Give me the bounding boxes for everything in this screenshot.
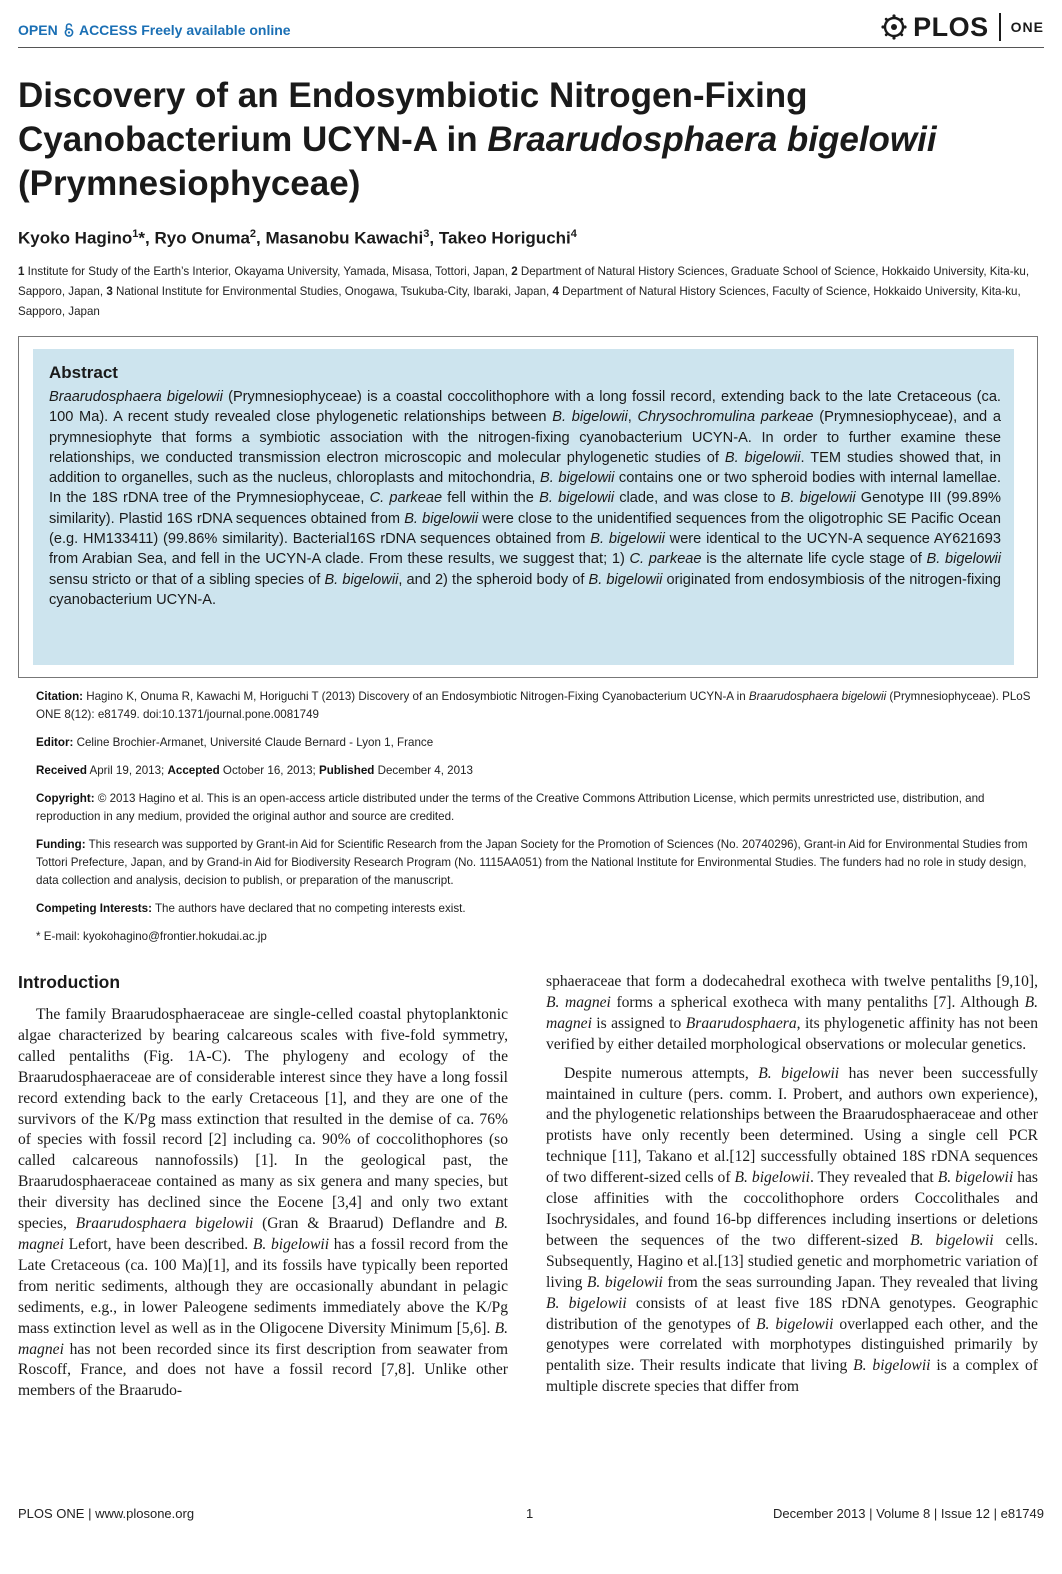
plos-logo-icon (881, 14, 907, 40)
citation-run: Hagino K, Onuma R, Kawachi M, Horiguchi T (2013) Discovery of an Endosymbiotic Nitrogen-Fixing Cyanobacterium UCYN-A in (83, 690, 749, 703)
abstract-run: . TEM studies showed that, in addition to organelles, such as the nucleus, chloroplasts and mitochondria, (49, 449, 1001, 487)
author-affiliation-mark: 1 (132, 228, 139, 240)
intro-italic-run: B. bigelowii (734, 1169, 810, 1187)
copyright: Copyright: © 2013 Hagino et al. This is an open-access article distributed under the terms of the Creative Commons Attribution License, which permits unrestricted use, distribution, and reproduction in any medium, provided the original author and source are credited. (36, 792, 985, 823)
abstract-italic-run: B. bigelowii (588, 571, 663, 588)
author-affiliation-mark: 3 (423, 228, 430, 240)
abstract-italic-run: B. bigelowii (724, 449, 801, 466)
abstract-run: fell within the (442, 490, 540, 507)
abstract-heading: Abstract (49, 363, 118, 382)
article-title (18, 74, 1038, 206)
abstract-run: , and 2) the spheroid body of (398, 571, 589, 588)
affiliation-number: 2 (511, 265, 521, 278)
intro-italic-run: B. magnei (546, 993, 1038, 1032)
abstract-run: Genotype III (99.89% similarity). Plastid 16S rDNA sequences obtained from (49, 490, 1001, 527)
intro-run: (Gran & Braarud) Deflandre and (253, 1215, 495, 1233)
author-name: Masanobu Kawachi (265, 228, 424, 248)
author-affiliation-mark: 2 (249, 228, 257, 240)
abstract-italic-run: B. bigelowii (324, 571, 399, 588)
editor: Editor: Celine Brochier-Armanet, Université Claude Bernard - Lyon 1, France (36, 736, 434, 749)
abstract-run: clade, and was close to (614, 490, 781, 507)
open-access-banner (18, 22, 291, 38)
intro-italic-run: B. bigelowii (546, 1294, 627, 1312)
intro-italic-run: B. magnei (546, 993, 611, 1011)
corresponding-email[interactable]: * E-mail: kyokohagino@frontier.hokudai.ac.jp (36, 930, 267, 943)
plos-logo-suffix: ONE (1010, 19, 1044, 35)
intro-italic-run: B. bigelowii (853, 1357, 931, 1375)
intro-run: forms a spherical exotheca with many pentaliths [7]. Although (610, 993, 1025, 1011)
abstract-box (33, 349, 1014, 665)
intro-run: consists of at least five 18S rDNA genotypes. Geographic distribution of the genotypes of (546, 1294, 1038, 1333)
author-name: Takeo Horiguchi (438, 228, 571, 248)
abstract-italic-run: Chrysochromulina parkeae (637, 409, 814, 426)
header-rule (18, 47, 1044, 48)
intro-paragraph-1-continued (546, 972, 1038, 1056)
competing-interests: Competing Interests: The authors have declared that no competing interests exist. (36, 902, 466, 915)
intro-run: Despite numerous attempts, (564, 1064, 759, 1082)
left-column (18, 972, 508, 1402)
intro-run: is assigned to (591, 1014, 686, 1032)
intro-run: , its phylogenetic affinity has not been verified by either detailed morphological observations or molecular genetics. (546, 1014, 1038, 1053)
author-affiliation-mark: 4 (570, 228, 577, 240)
title-part1: Discovery of an Endosymbiotic Nitrogen-Fixing Cyanobacterium UCYN-A in (18, 76, 808, 159)
open-access-lock-icon (64, 23, 74, 37)
right-column (546, 972, 1038, 1398)
affiliation-text: Department of Natural History Sciences, Graduate School of Science, Hokkaido University, Kita-ku, Sapporo, Japan, (18, 265, 1030, 298)
affiliations (18, 262, 1038, 322)
intro-run: has not been recorded since its first description from seawater from Roscoff, France, and does not have a fossil record [7,8]. Unlike other members of the Braarudo- (18, 1340, 508, 1400)
author-list: Kyoko Hagino$^1$*, Ryo Onuma$^2$, Masanobu Kawachi$^3$, Takeo Horiguchi$^4$ (18, 228, 577, 248)
abstract-italic-run: B. bigelowii (552, 409, 628, 426)
abstract-italic-run: C. parkeae (629, 551, 702, 568)
abstract-italic-run: Braarudosphaera bigelowii (49, 389, 223, 405)
plos-logo-word: PLOS (913, 11, 989, 42)
intro-italic-run: B. bigelowii (756, 1315, 834, 1333)
page-number: 1 (526, 1506, 534, 1521)
intro-run: overlapped each other, and the genotypes were correlated with morphotypes distinguished primarily by pentalith size. Their results indicate that living (546, 1315, 1038, 1375)
intro-run: Lefort, have been described. (63, 1235, 253, 1253)
intro-italic-run: B. bigelowii (758, 1064, 840, 1082)
intro-run: has a fossil record from the Late Cretaceous (ca. 100 Ma)[1], and its fossils have typically been reported from neritic sediments, although they are occasionally abundant in pelagic sediments, e.g., in lower Paleogene sediments immediately above the K/Pg mass extinction level as well as in the Oligocene Diversity Minimum [5,6]. (18, 1235, 509, 1337)
intro-run: is a complex of multiple discrete species that differ from (546, 1357, 1038, 1396)
abstract-italic-run: B. bigelowii (404, 510, 479, 527)
journal-header (18, 10, 1044, 46)
plos-logo[interactable] (881, 10, 1044, 44)
abstract-run: were identical to the UCYN-A sequence AY621693 from Arabian Sea, and fell in the UCYN-A clade. From these results, we suggest that; 1) (49, 531, 1001, 568)
intro-paragraph-2 (546, 1064, 1038, 1399)
corresponding-author-mark: * (138, 228, 146, 248)
intro-run: sphaeraceae that form a dodecahedral exotheca with twelve pentaliths [9,10], (546, 973, 1038, 990)
intro-run: . They revealed that (809, 1169, 938, 1187)
abstract-italic-run: B. bigelowii (926, 551, 1001, 568)
abstract-run: originated from endosymbiosis of the nitrogen-fixing cyanobacterium UCYN-A. (49, 571, 1001, 608)
footer-journal: PLOS ONE | www.plosone.org (18, 1506, 195, 1521)
citation-run: (Prymnesiophyceae). PLoS ONE 8(12): e81749. doi:10.1371/journal.pone.0081749 (36, 690, 1031, 721)
abstract-frame (18, 336, 1038, 678)
intro-italic-run: Braarudosphaera (685, 1014, 797, 1032)
intro-italic-run: B. magnei (18, 1215, 509, 1253)
citation-text (36, 690, 1031, 721)
citation-italic-run: Braarudosphaera bigelowii (748, 690, 887, 703)
intro-italic-run: B. bigelowii (252, 1235, 330, 1253)
abstract-italic-run: B. bigelowii (540, 470, 615, 487)
abstract-run: were close to the unidentified sequences from the oligotrophic SE Pacific Ocean (e.g. HM133411) (99.86% similarity). Bacterial16S rDNA sequences obtained from (49, 510, 1001, 548)
intro-italic-run: B. bigelowii (586, 1273, 663, 1291)
affiliation-number: 1 (18, 265, 28, 278)
open-access-suffix: ACCESS Freely available online (78, 22, 291, 38)
title-part2: (Prymnesiophyceae) (18, 164, 361, 203)
abstract-run: (Prymnesiophyceae) is a coastal coccolithophore with a long fossil record, extending back to the late Cretaceous (ca. 100 Ma). A recent study revealed close phylogenetic relationships between (49, 389, 1001, 426)
author-name: Kyoko Hagino (18, 228, 133, 248)
intro-paragraph-1 (18, 1005, 508, 1402)
intro-italic-run: Braarudosphaera bigelowii (75, 1215, 254, 1233)
affiliation-number: 4 (552, 285, 563, 298)
affiliation-text: National Institute for Environmental Studies, Onogawa, Tsukuba-City, Ibaraki, Japan, (115, 285, 553, 298)
funding: Funding: This research was supported by Grant-in Aid for Scientific Research from the Japan Society for the Promotion of Sciences (No. 20740296), Grant-in Aid for Environmental Studies from Tottori Prefecture, Japan, and by Grand-in Aid for Biodiversity Research Program (No. 1115AA051) from the National Institute for Environmental Studies. The funders had no role in study design, data collection and analysis, decision to publish, or preparation of the manuscript. (36, 838, 1028, 887)
affiliation-text: Department of Natural History Sciences, Faculty of Science, Hokkaido University, Kita-ku, Sapporo, Japan (18, 285, 1021, 318)
abstract-italic-run: C. parkeae (369, 490, 443, 507)
abstract-italic-run: B. bigelowii (590, 531, 665, 548)
abstract-italic-run: B. bigelowii (780, 490, 856, 507)
intro-italic-run: B. bigelowii (910, 1231, 994, 1249)
abstract-run: (Prymnesiophyceae), and a prymnesiophyte that forms a symbiotic association with the nitrogen-fixing cyanobacterium UCYN-A. In order to further examine these relationships, we conducted transmission electron microscopic and molecular phylogenetic studies of (49, 409, 1001, 466)
affiliation-text: Institute for Study of the Earth’s Interior, Okayama University, Yamada, Misasa, Tottori, Japan, (27, 265, 512, 278)
author-name: Ryo Onuma (154, 228, 250, 248)
intro-italic-run: B. magnei (18, 1319, 508, 1358)
intro-run: cells. Subsequently, Hagino et al.[13] studied genetic and morphometric variation of living (546, 1231, 1038, 1291)
abstract-text (49, 387, 1001, 610)
title-italic: Braarudosphaera bigelowii (487, 120, 937, 159)
dates: Received April 19, 2013; Accepted October 16, 2013; Published December 4, 2013 (36, 764, 473, 777)
intro-run: has close affinities with the coccolithophore orders Coccolithales and Isochrysidales, and found 16-bp differences including insertions or deletions between the sequences of the two different-sized (546, 1169, 1038, 1249)
abstract-italic-run: B. bigelowii (539, 490, 615, 507)
logo-separator (999, 13, 1001, 41)
abstract-run: , (627, 409, 638, 426)
intro-italic-run: B. bigelowii (937, 1169, 1014, 1187)
abstract-run: contains one or two spheroid bodies with internal lamellae. In the 18S rDNA tree of the Prymnesiophyceae, (49, 470, 1001, 507)
intro-run: The family Braarudosphaeraceae are single-celled coastal phytoplanktonic algae characterized by bearing calcareous scales with five-fold symmetry, called pentaliths (Fig. 1A-C). The phylogeny and ecology of the Braarudosphaeraceae are of considerable interest since they have a long fossil record extending back to the early Cretaceous [1], and they are one of the survivors of the K/Pg mass extinction that resulted in the demise of ca. 76% of species with fossil record [2] including ca. 90% of coccolithophores (so called calcareous nannofossils) [1]. In the geological past, the Braarudosphaeraceae contained as many as six genera and many species, but their diversity has declined since the Eocene [3,4] and only two extant species, (18, 1006, 508, 1233)
abstract-run: sensu stricto or that of a sibling species of (49, 571, 325, 588)
intro-run: has never been successfully maintained in culture (pers. comm. I. Probert, and authors own experience), and the phylogenetic relationships between the Braarudosphaeraceae and other protists have only recently been determined. Using a single cell PCR technique [11], Takano et al.[12] successfully obtained 18S rDNA sequences of two different-sized cells of (546, 1064, 1038, 1187)
abstract-run: is the alternate life cycle stage of (701, 551, 927, 568)
citation: Citation: Hagino K, Onuma R, Kawachi M, Horiguchi T (2013) Discovery of an Endosymbiotic Nitrogen-Fixing Cyanobacterium UCYN-A in Braarudosphaera bigelowii (Prymnesiophyceae). PLoS ONE 8(12): e81749. doi:10.1371/journal.pone.0081749 (36, 690, 1031, 721)
affiliation-number: 3 (106, 285, 116, 298)
introduction-heading: Introduction (18, 972, 121, 992)
article-metadata (36, 688, 1036, 956)
footer-issue: December 2013 | Volume 8 | Issue 12 | e81749 (772, 1506, 1044, 1521)
intro-run: from the seas surrounding Japan. They revealed that living (662, 1273, 1038, 1291)
open-access-prefix: OPEN (18, 22, 58, 38)
